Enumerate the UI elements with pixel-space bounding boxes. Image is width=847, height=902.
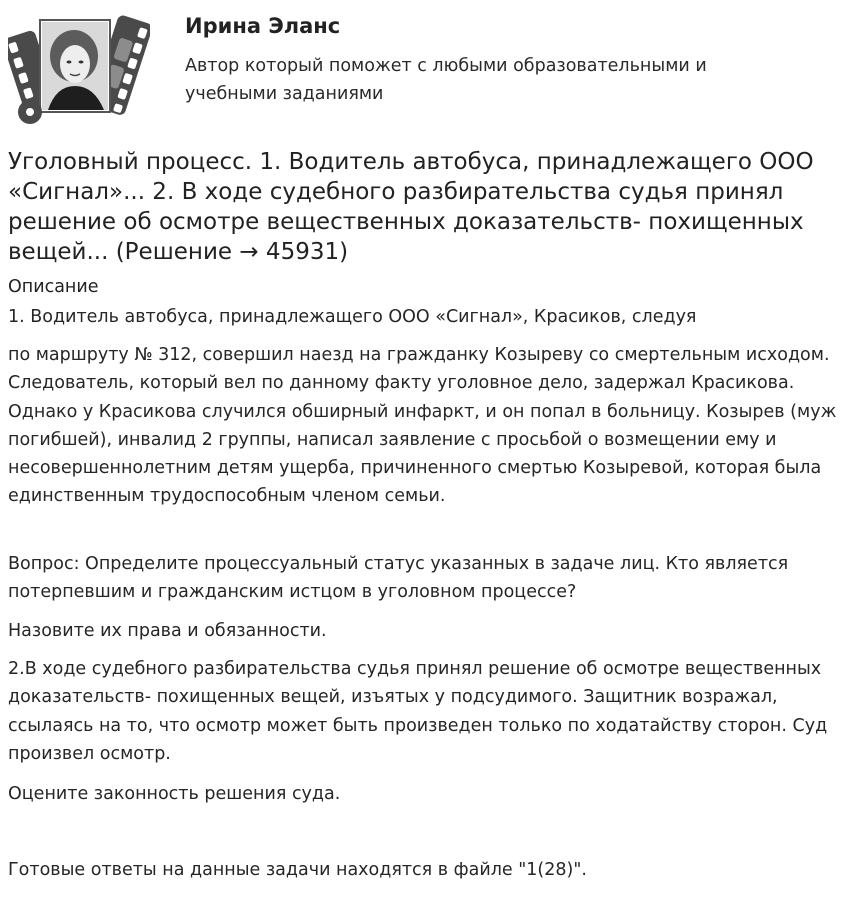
author-name: Ирина Эланс (185, 14, 341, 38)
portrait-filmstrip-icon (8, 8, 150, 128)
paragraph-task1-intro: 1. Водитель автобуса, принадлежащего ООО «Сигнал», Красиков, следуя (8, 307, 697, 327)
description-label: Описание (8, 277, 99, 297)
avatar (8, 8, 150, 128)
paragraph-answer-file: Готовые ответы на данные задачи находятся в файле "1(28)". (8, 860, 587, 880)
paragraph-task1-rights: Назовите их права и обязанности. (8, 621, 327, 641)
page-title: Уголовный процесс. 1. Водитель автобуса, принадлежащего ООО «Сигнал»... 2. В ходе судебного разбирательства судья принял решение об осмотре вещественных доказательств- похищенных вещей... (Решение → 45931) (8, 149, 814, 265)
paragraph-task1-question: Вопрос: Определите процессуальный статус указанных в задаче лиц. Кто является потерпевшим и гражданским истцом в уголовном процессе? (8, 554, 789, 603)
author-description: Автор который поможет с любыми образовательными и учебными заданиями (185, 56, 707, 104)
paragraph-task2-question: Оцените законность решения суда. (8, 784, 341, 804)
paragraph-task1-body: по маршруту № 312, совершил наезд на гражданку Козыреву со смертельным исходом. Следователь, который вел по данному факту уголовное дело, задержал Красикова. Однако у Красикова случился обширный инфаркт, и он попал в больницу. Козырев (муж погибшей), инвалид 2 группы, написал заявление с просьбой о возмещении ему и несовершеннолетним детям ущерба, причиненного смертью Козыревой, которая была единственным трудоспособным членом семьи. (8, 345, 837, 507)
paragraph-task2-body: 2.В ходе судебного разбирательства судья принял решение об осмотре вещественных доказательств- похищенных вещей, изъятых у подсудимого. Защитник возражал, ссылаясь на то, что осмотр может быть произведен только по ходатайству сторон. Суд произвел осмотр. (8, 659, 828, 764)
author-header (8, 8, 838, 128)
